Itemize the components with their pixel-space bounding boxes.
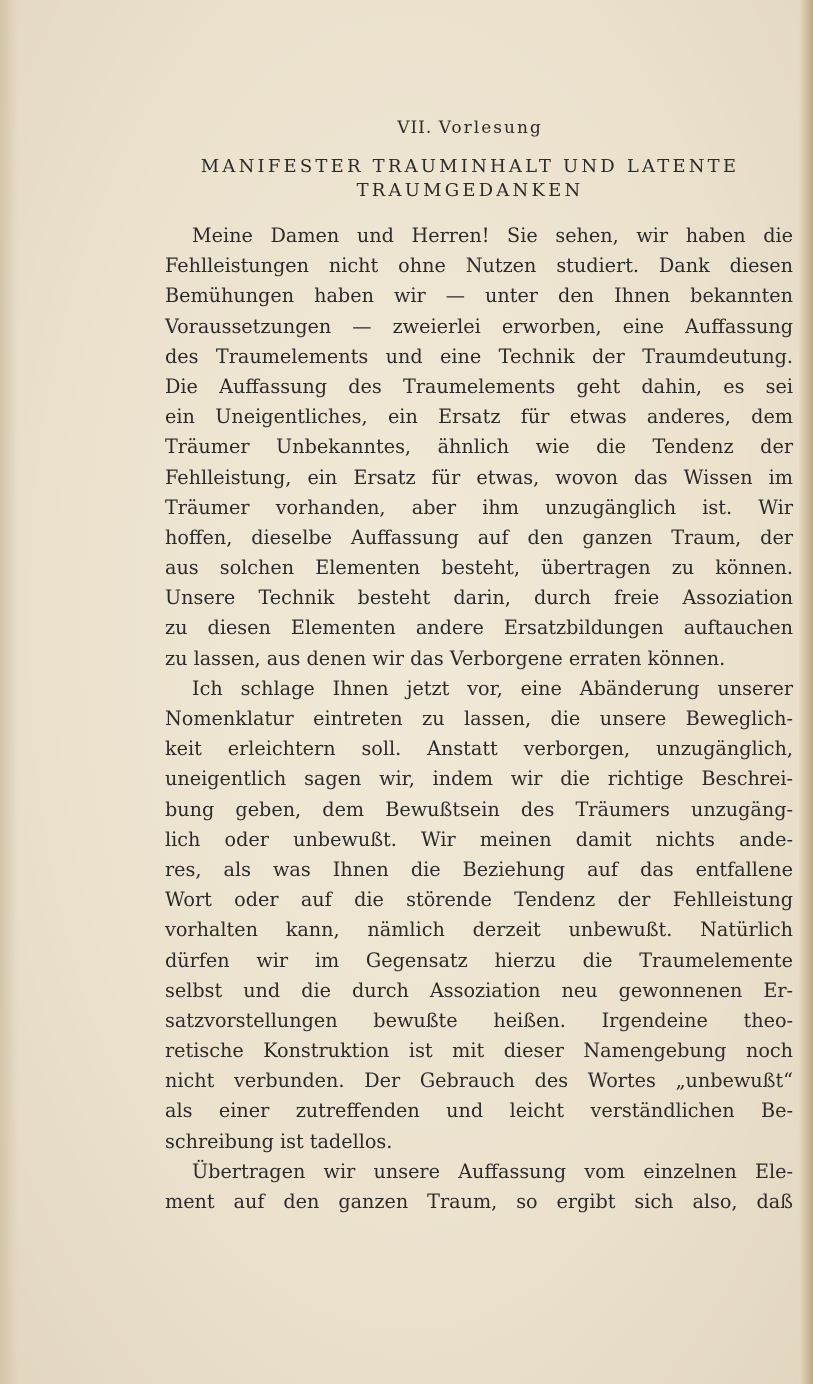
text-line: hoffen, dieselbe Auffassung auf den ganzen Traum, der xyxy=(165,525,793,549)
text-line: Fehlleistung, ein Ersatz für etwas, wovon das Wissen im xyxy=(165,465,793,489)
text-line: satzvorstellungen bewußte heißen. Irgendeine theo- xyxy=(165,1008,793,1032)
text-line: Meine Damen und Herren! Sie sehen, wir haben die xyxy=(192,224,793,247)
text-line: zu diesen Elementen andere Ersatzbildungen auftauchen xyxy=(165,616,793,640)
text-line: Übertragen wir unsere Auffassung vom einzelnen Ele- xyxy=(192,1159,793,1183)
page-edge xyxy=(799,0,813,1384)
page-gutter-shadow xyxy=(0,0,18,1384)
chapter-number xyxy=(150,118,790,138)
chapter-numeral: VII. xyxy=(397,118,433,138)
text-line: als einer zutreffenden und leicht verständlichen Be- xyxy=(165,1099,793,1123)
text-line: des Traumelements und eine Technik der Traumdeutung. xyxy=(165,344,793,368)
text-line: Träumer Unbekanntes, ähnlich wie die Tendenz der xyxy=(165,435,793,459)
text-line: dürfen wir im Gegensatz hierzu die Traumelemente xyxy=(165,948,793,972)
text-line: Voraussetzungen — zweierlei erworben, eine Auffassung xyxy=(165,314,793,338)
text-line: retische Konstruktion ist mit dieser Namengebung noch xyxy=(165,1039,793,1063)
text-line: Unsere Technik besteht darin, durch freie Assoziation xyxy=(165,586,793,610)
chapter-title-line-2: TRAUMGEDANKEN xyxy=(356,180,584,201)
text-line: lich oder unbewußt. Wir meinen damit nichts ande- xyxy=(165,827,793,851)
text-line: ment auf den ganzen Traum, so ergibt sich also, daß xyxy=(165,1190,793,1213)
text-line: selbst und die durch Assoziation neu gewonnenen Er- xyxy=(165,978,793,1002)
chapter-title-line-1: MANIFESTER TRAUMINHALT UND LATENTE xyxy=(200,156,740,177)
text-line: res, als was Ihnen die Beziehung auf das entfallene xyxy=(165,857,793,881)
text-line: keit erleichtern soll. Anstatt verborgen, unzugänglich, xyxy=(165,737,793,761)
text-line: Bemühungen haben wir — unter den Ihnen bekannten xyxy=(165,284,793,308)
text-line: Wort oder auf die störende Tendenz der Fehlleistung xyxy=(165,888,793,912)
text-line: aus solchen Elementen besteht, übertragen zu können. xyxy=(165,556,793,580)
text-line: bung geben, dem Bewußtsein des Träumers unzugäng- xyxy=(165,797,793,821)
chapter-label: Vorlesung xyxy=(438,118,543,138)
text-line: uneigentlich sagen wir, indem wir die richtige Beschrei- xyxy=(165,767,793,791)
text-line: schreibung ist tadellos. xyxy=(165,1129,393,1153)
text-line: nicht verbunden. Der Gebrauch des Wortes „unbewußt“ xyxy=(165,1069,793,1093)
text-line: Ich schlage Ihnen jetzt vor, eine Abänderung unserer xyxy=(192,676,793,700)
text-line: Träumer vorhanden, aber ihm unzugänglich ist. Wir xyxy=(165,495,793,519)
text-line: ein Uneigentliches, ein Ersatz für etwas anderes, dem xyxy=(165,405,793,429)
text-line: Nomenklatur eintreten zu lassen, die unsere Beweglich- xyxy=(165,707,793,730)
text-line: Die Auffassung des Traumelements geht dahin, es sei xyxy=(165,374,793,398)
text-line: Fehlleistungen nicht ohne Nutzen studiert. Dank diesen xyxy=(165,254,793,278)
text-line: vorhalten kann, nämlich derzeit unbewußt. Natürlich xyxy=(165,918,793,942)
body-text xyxy=(165,221,793,1217)
text-line: zu lassen, aus denen wir das Verborgene erraten können. xyxy=(165,646,726,670)
